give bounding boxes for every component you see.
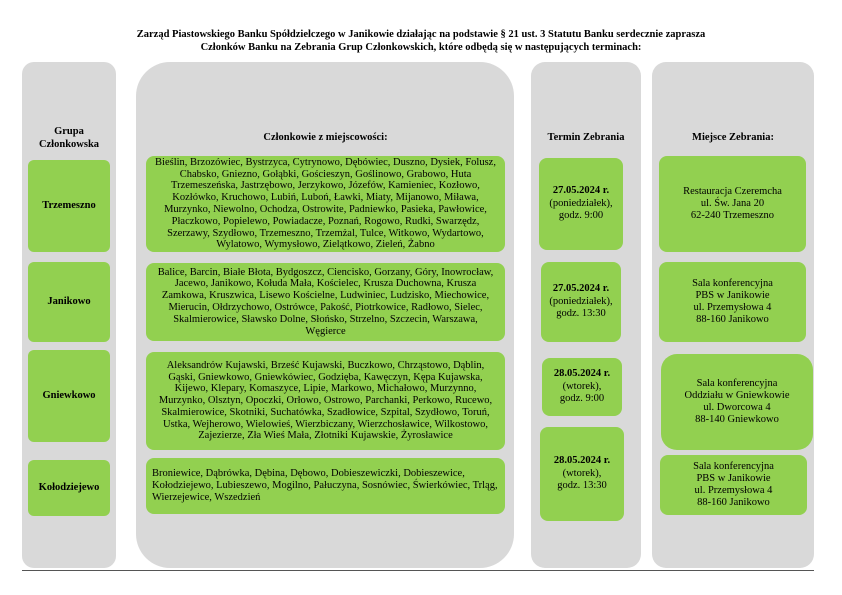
term-date: 28.05.2024 r. — [553, 368, 611, 380]
place-kolodziejewo — [660, 455, 807, 515]
place-line: Oddziału w Gniewkowie — [684, 390, 790, 401]
members-gniewkowo: Aleksandrów Kujawski, Brześć Kujawski, Buczkowo, Chrząstowo, Dąblin, Gąski, Gniewkowo, Gniewkówiec, Godzięba, Kawęczyn, Kępa Kujawska, Kijewo, Klepary, Komaszyce, Lipie, Markowo, Michałowo, Murzynno, Murzynko, Olsztyn, Opoczki, Orłowo, Ostrowo, Parchanki, Perkowo, Rucewo, Skalmierowice, Skotniki, Suchatówka, Szadłowice, Szpital, Szydłowo, Toruń, Ustka, Wejherowo, Wielowieś, Wierzbiczany, Wierzchosławice, Wilkostowo, Zajezierze, Zła Wieś Mała, Złotniki Kujawskie, Żyrosławice — [146, 352, 505, 450]
term-kolodziejewo — [540, 427, 624, 521]
group-kolodziejewo: Kołodziejewo — [28, 460, 110, 516]
place-line: ul. Przemysłowa 4 — [694, 485, 773, 496]
group-janikowo: Janikowo — [28, 262, 110, 342]
place-line: Sala konferencyjna — [693, 461, 774, 472]
term-date: 28.05.2024 r. — [553, 455, 611, 467]
place-line: ul. Dworcowa 4 — [703, 402, 771, 413]
term-column-heading: Termin Zebrania — [547, 132, 625, 143]
term-time: godz. 9:00 — [559, 393, 605, 405]
place-line: Restauracja Czeremcha — [683, 186, 782, 197]
term-day: (poniedziałek), — [549, 295, 613, 307]
place-trzemeszno — [659, 156, 806, 252]
place-line: 62-240 Trzemeszno — [690, 210, 775, 221]
place-gniewkowo — [661, 354, 813, 450]
place-line: 88-160 Janikowo — [697, 497, 770, 508]
members-trzemeszno: Bieślin, Brzozówiec, Bystrzyca, Cytrynowo, Dębówiec, Duszno, Dysiek, Folusz, Chabsko, Gniezno, Gołąbki, Gościeszyn, Goślinowo, Grabowo, Huta Trzemeszeńska, Jastrzębowo, Jerzykowo, Józefów, Kamieniec, Kozłowo, Kozłówko, Kruchowo, Lubiń, Luboń, Ławki, Miaty, Mijanowo, Miława, Murzynko, Niewolno, Ochodza, Ostrowite, Padniewko, Pasieka, Pawłowice, Płaczkowo, Popielewo, Powiadacze, Poznań, Rogowo, Rudki, Swarzędz, Szerzawy, Szydłowo, Trzemeszno, Trzemżal, Tulce, Witkowo, Wydartowo, Wylatowo, Wymysłowo, Zielątkowo, Zieleń, Żabno — [146, 156, 505, 252]
members-column-heading: Członkowie z miejscowości: — [263, 132, 388, 143]
place-line: Sala konferencyjna — [696, 378, 778, 389]
term-date: 27.05.2024 r. — [552, 283, 610, 295]
place-line: 88-160 Janikowo — [696, 314, 769, 325]
place-line: 88-140 Gniewkowo — [695, 414, 779, 425]
term-janikowo — [541, 262, 621, 342]
place-janikowo — [659, 262, 806, 342]
term-day: (wtorek), — [562, 380, 602, 392]
term-trzemeszno — [539, 158, 623, 250]
term-time: godz. 13:30 — [556, 308, 606, 320]
term-gniewkowo — [542, 358, 622, 416]
header-line-1: Zarząd Piastowskiego Banku Spółdzielczego w Janikowie działając na podstawie § 21 ust. 3 Statutu Banku serdecznie zaprasza — [136, 29, 706, 40]
footer-rule — [22, 570, 814, 571]
members-kolodziejewo: Broniewice, Dąbrówka, Dębina, Dębowo, Dobieszewiczki, Dobieszewice, Kołodziejewo, Lubieszewo, Mogilno, Pałuczyna, Sosnówiec, Świerkówiec, Trląg, Wierzejewice, Wszedzień — [146, 458, 505, 514]
members-janikowo: Balice, Barcin, Białe Błota, Bydgoszcz, Ciencisko, Gorzany, Góry, Inowrocław, Jacewo, Janikowo, Kołuda Mała, Kościelec, Krusza Duchowna, Krusza Zamkowa, Kruszwica, Lisewo Kościelne, Ludwiniec, Ludzisko, Miechowice, Mierucin, Ołdrzychowo, Ostrówce, Pakość, Piotrkowice, Radłowo, Sielec, Skalmierowice, Sławsko Dolne, Słońsko, Strzelno, Szczecin, Warszawa, Węgierce — [146, 263, 505, 341]
place-line: PBS w Janikowie — [695, 290, 770, 301]
term-time: godz. 9:00 — [558, 210, 604, 222]
term-day: (poniedziałek), — [549, 197, 613, 209]
group-gniewkowo: Gniewkowo — [28, 350, 110, 442]
place-line: Sala konferencyjna — [692, 278, 773, 289]
header-line-2: Członków Banku na Zebrania Grup Członkowskich, które odbędą się w następujących terminach: — [200, 42, 642, 53]
invitation-header — [60, 28, 782, 54]
place-column-heading: Miejsce Zebrania: — [692, 132, 774, 143]
term-date: 27.05.2024 r. — [552, 185, 610, 197]
group-trzemeszno: Trzemeszno — [28, 160, 110, 252]
term-day: (wtorek), — [562, 467, 602, 479]
place-line: PBS w Janikowie — [696, 473, 771, 484]
group-column-heading: Grupa Członkowska — [38, 126, 100, 150]
place-line: ul. Przemysłowa 4 — [693, 302, 772, 313]
term-time: godz. 13:30 — [557, 480, 607, 492]
place-line: ul. Św. Jana 20 — [700, 198, 765, 209]
